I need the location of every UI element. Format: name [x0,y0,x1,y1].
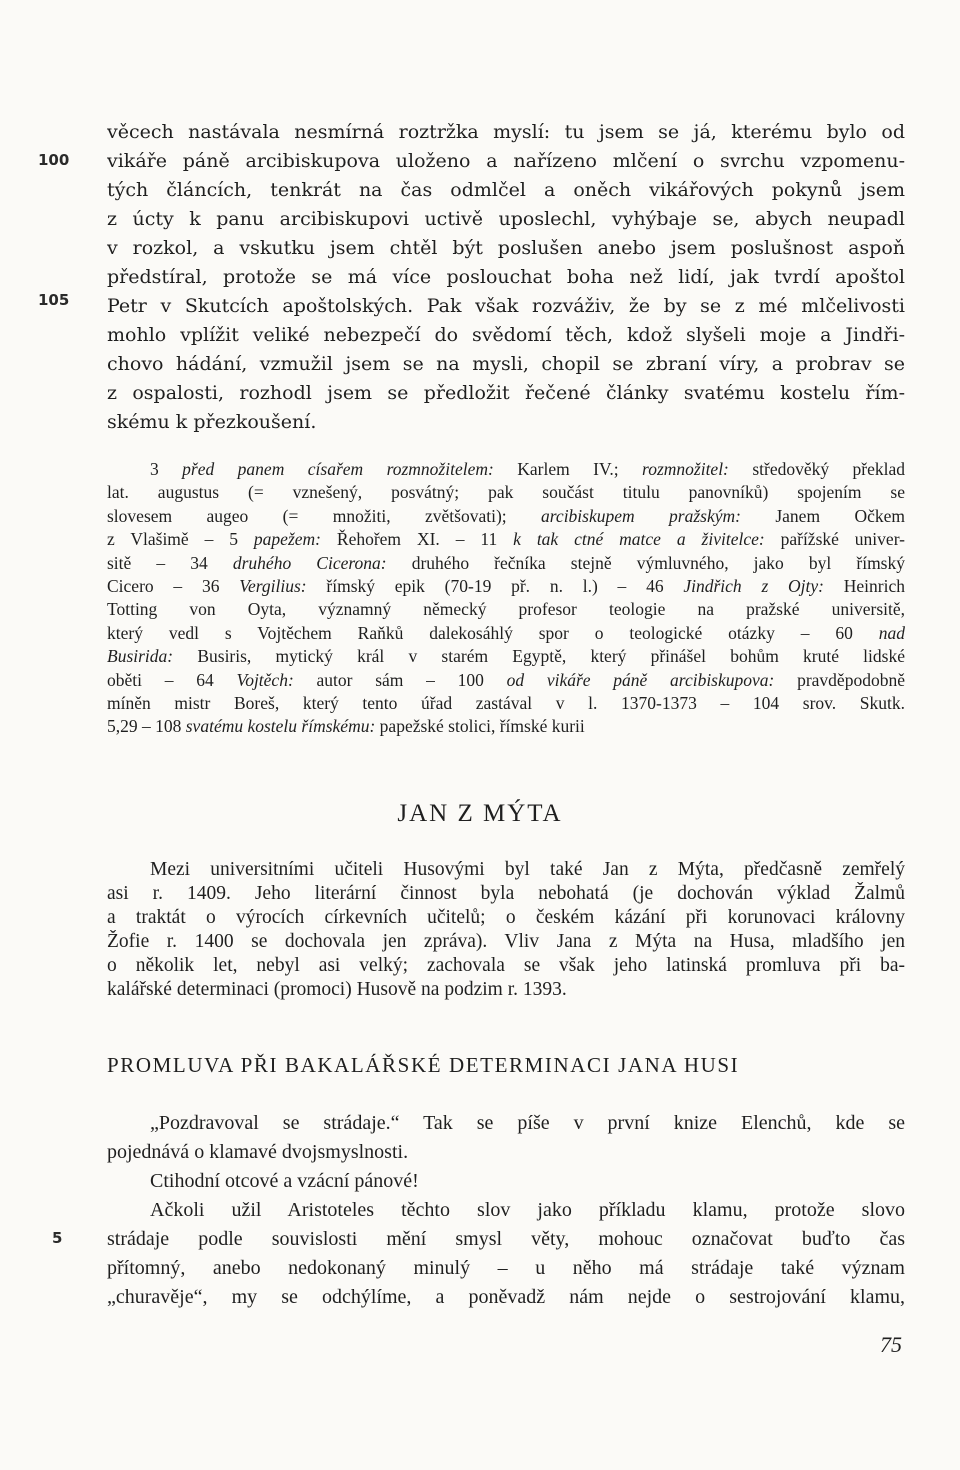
main-line: chovo hádání, vzmužil jsem se na mysli, chopil se zbraní víry, a probrav se [107,353,905,375]
intro-line: o několik let, nebyl asi velký; zachovala se však jeho latinská promluva při ba- [107,955,905,976]
intro-paragraph [107,858,905,1008]
footnote-lemma: Busirida: [107,646,174,667]
footnote-line [107,552,905,575]
footnote-line [107,528,905,551]
footnote-text: pravděpodobně [774,669,905,690]
main-line: vikáře páně arcibiskupova uloženo a nařízeno mlčení o svrchu vzpomenu- [107,150,905,172]
intro-line: Mezi universitními učiteli Husovými byl také Jan z Mýta, předčasně zemřelý [150,859,905,880]
footnote-lemma: k tak ctné matce a živitelce: [513,529,765,550]
speech-line: přítomný, anebo nedokonaný minulý – u něho má strádaje také význam [107,1257,905,1279]
footnote-text: lat. augustus (= vznešený, posvátný; pak součást titulu panovníků) spojením se [107,482,905,503]
footnote-line [107,715,905,738]
main-line: předstíral, protože se má více poslouchat boha než lidí, jak tvrdí apoštol [107,266,905,288]
footnote-line [107,622,905,645]
footnote-text: Janem Očkem [740,505,905,526]
main-line: z úcty k panu arcibiskupovi uctivě uposlechl, vyhýbaje se, abych neupadl [107,208,905,230]
footnote-text: autor sám – 100 [293,669,507,690]
speech-line: Ctihodní otcové a vzácní pánové! [150,1170,419,1192]
footnote-lemma: od vikáře páně arcibiskupova: [506,669,775,690]
speech-line: Ačkoli užil Aristoteles těchto slov jako příkladu klamu, protože slovo [150,1199,905,1221]
main-line: tých článcích, tenkrát na čas odmlčel a oněch vikářových pokynů jsem [107,179,905,201]
footnote-lemma: rozmnožitel: [642,459,729,479]
footnote-line [107,669,905,692]
footnote-lemma: papežem: [253,529,321,550]
main-line: z ospalosti, rozhodl jsem se předložit řečené články svatému kostelu řím- [107,382,905,404]
speech-text [107,1109,905,1309]
footnote-text: pařížské univer- [764,529,905,550]
footnote-text: z Vlašimě – 5 [107,529,254,550]
intro-line: kalářské determinaci (promoci) Husově na podzim r. 1393. [107,979,567,1000]
footnote-text: sitě – 34 [107,552,233,573]
main-line: věcech nastávala nesmírná roztržka myslí: tu jsem se já, kterému bylo od [107,121,905,143]
speech-line: strádaje podle souvislosti mění smysl věty, mohouc označovat buďto čas [107,1228,905,1250]
speech-line: pojednává o klamavé dvojsmyslnosti. [107,1141,409,1163]
footnotes [107,458,905,748]
footnote-text: 5,29 – 108 [107,716,186,737]
main-line: mohlo vplížit veliké nebezpečí do svědomí těch, kdož slyšeli moje a Jindři- [107,324,905,346]
footnote-text: Karlem IV.; [493,459,643,479]
intro-line: asi r. 1409. Jeho literární činnost byla nebohatá (je dochován výklad Žalmů [107,883,905,904]
footnote-text: papežské stolici, římské kurii [375,716,585,737]
footnote-lemma: arcibiskupem pražským: [541,505,741,526]
footnote-line [107,481,905,504]
main-line: skému k přezkoušení. [107,411,317,433]
footnote-line [107,575,905,598]
footnote-lemma: nad [878,622,905,643]
main-line: Petr v Skutcích apoštolských. Pak však rozváživ, že by se z mé mlčelivosti [107,295,905,317]
main-text [107,118,905,438]
footnote-text: středověký překlad [728,459,905,479]
speech-line: „churavěje“, my se odchýlíme, a poněvadž nám nejde o sestrojování klamu, [107,1286,905,1308]
footnote-lemma: svatému kostelu římskému: [185,716,376,737]
line-number-105: 105 [38,291,70,309]
footnote-text: římský epik (70-19 př. n. l.) – 46 [306,576,684,596]
line-number-100: 100 [38,151,70,169]
speech-title: PROMLUVA PŘI BAKALÁŘSKÉ DETERMINACI JANA HUSI [107,1053,740,1077]
speech-line: „Pozdravoval se strádaje.“ Tak se píše v první knize Elenchů, kde se [150,1112,905,1134]
footnote-lemma: před panem císařem rozmnožitelem: [182,459,494,479]
footnote-text: Busiris, mytický král v starém Egyptě, který přinášel bohům kruté lidské [173,646,905,667]
footnote-text: který vedl s Vojtěchem Raňků dalekosáhlý spor o teologické otázky – 60 [107,622,879,643]
main-line: v rozkol, a vskutku jsem chtěl být poslušen anebo jsem poslušnost aspoň [107,237,905,259]
footnote-lemma: Jindřich z Ojty: [683,576,824,596]
footnote-lemma: Vergilius: [239,576,307,596]
footnote-line [107,692,905,715]
footnote-lemma: Vojtěch: [236,669,294,690]
footnote-text: Heinrich [824,576,905,596]
line-number-5: 5 [52,1229,63,1247]
section-heading: JAN Z MÝTA [397,800,563,827]
intro-line: Žofie r. 1400 se dochovala jen zpráva). Vliv Jana z Mýta na Husa, mladšího jen [107,931,905,952]
footnote-text: 3 [150,459,183,479]
footnote-line [150,458,905,481]
footnote-lemma: druhého Cicerona: [232,552,387,573]
footnote-text: Řehořem XI. – 11 [320,529,514,550]
footnote-text: Totting von Oyta, významný německý profesor teologie na pražské universitě, [107,599,905,620]
footnote-line [107,598,905,621]
footnote-line [107,645,905,668]
footnote-text: míněn mistr Boreš, který tento úřad zastával v l. 1370-1373 – 104 srov. Skutk. [107,693,905,713]
footnote-text: oběti – 64 [107,669,237,690]
footnote-text: slovesem augeo (= množiti, zvětšovati); [107,505,542,526]
footnote-text: druhého řečníka stejně výmluvného, jako byl římský [386,552,905,573]
page-number: 75 [880,1332,902,1357]
footnote-text: Cicero – 36 [107,576,240,596]
intro-line: a traktát o výrocích církevních učitelů; o českém kázání při korunovaci královny [107,907,905,928]
footnote-line [107,505,905,528]
